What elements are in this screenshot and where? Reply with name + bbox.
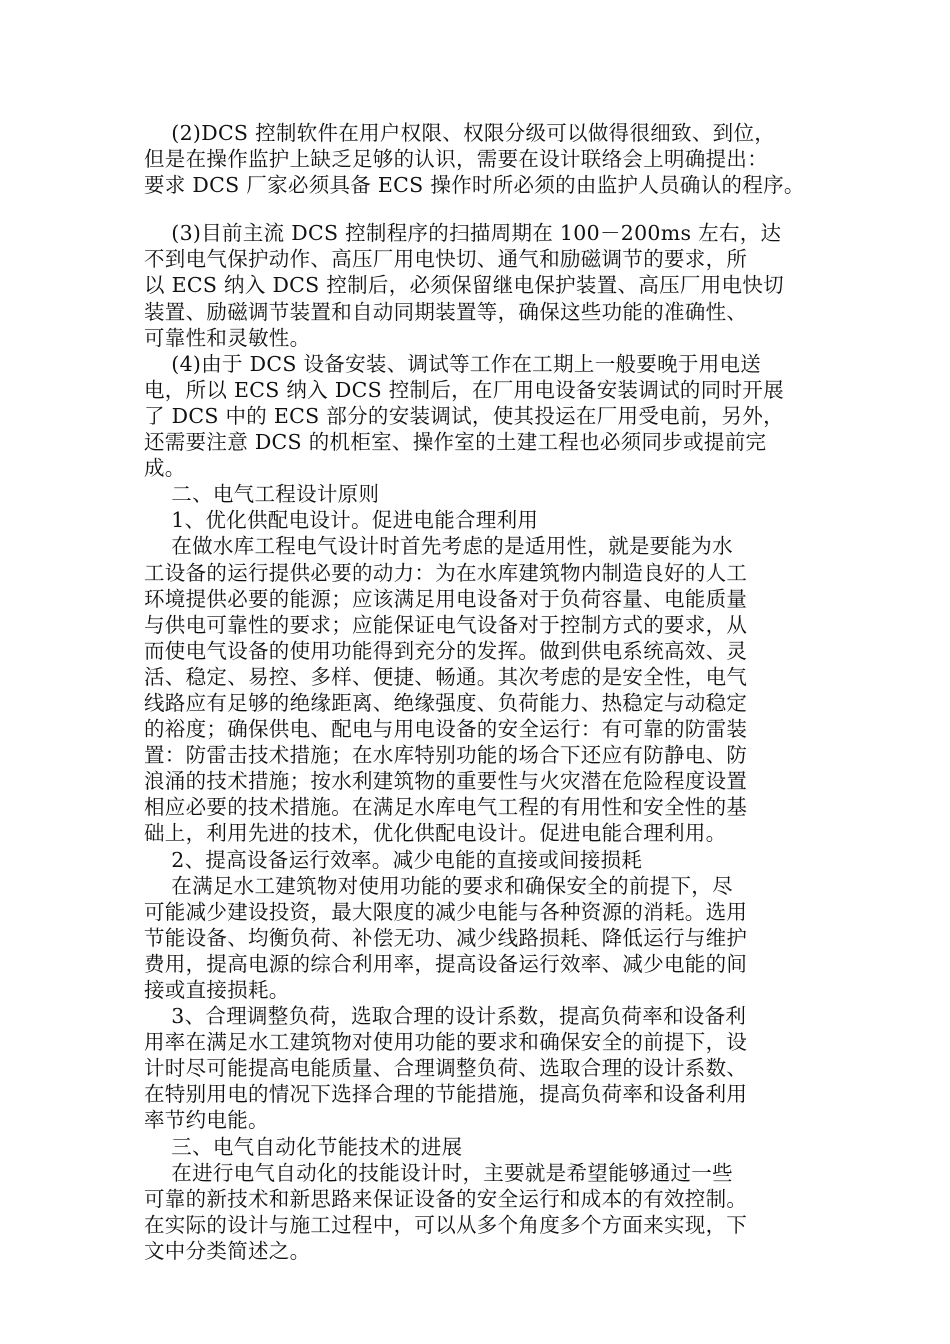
text-line: 节能设备、均衡负荷、补偿无功、减少线路损耗、降低运行与维护 [144, 925, 748, 950]
text-line: 电，所以 ECS 纳入 DCS 控制后，在厂用电设备安装调试的同时开展 [144, 377, 784, 402]
text-line: 成。 [144, 456, 186, 481]
text-line: 可靠的新技术和新思路来保证设备的安全运行和成本的有效控制。 [144, 1186, 748, 1211]
text-line: 率节约电能。 [144, 1108, 269, 1133]
text-line: 计时尽可能提高电能质量、合理调整负荷、选取合理的设计系数、 [144, 1056, 748, 1081]
text-line: 线路应有足够的绝缘距离、绝缘强度、负荷能力、热稳定与动稳定 [144, 690, 748, 715]
text-line: 浪涌的技术措施；按水利建筑物的重要性与火灾潜在危险程度设置 [144, 769, 748, 794]
text-line: 环境提供必要的能源；应该满足用电设备对于负荷容量、电能质量 [144, 586, 748, 611]
paragraph [144, 120, 808, 198]
text-line: 础上，利用先进的技术，优化供配电设计。促进电能合理利用。 [144, 821, 727, 846]
text-line: 三、电气自动化节能技术的进展 [144, 1134, 463, 1159]
text-line: 在进行电气自动化的技能设计时，主要就是希望能够通过一些 [144, 1160, 733, 1185]
text-line: 相应必要的技术措施。在满足水库电气工程的有用性和安全性的基 [144, 795, 748, 820]
section-heading [144, 481, 808, 507]
text-line: 3、合理调整负荷，选取合理的设计系数，提高负荷率和设备利 [144, 1004, 747, 1029]
text-line: 费用，提高电源的综合利用率，提高设备运行效率、减少电能的间 [144, 951, 748, 976]
text-line: 在做水库工程电气设计时首先考虑的是适用性，就是要能为水 [144, 534, 733, 559]
document-body [144, 120, 808, 1264]
paragraph [144, 1003, 808, 1133]
text-line: 在特别用电的情况下选择合理的节能措施，提高负荷率和设备利用 [144, 1082, 748, 1107]
text-line: 2、提高设备运行效率。减少电能的直接或间接损耗 [144, 847, 643, 872]
text-line: (2)DCS 控制软件在用户权限、权限分级可以做得很细致、到位， [144, 121, 776, 145]
text-line: 但是在操作监护上缺乏足够的认识，需要在设计联络会上明确提出： [144, 147, 768, 172]
text-line: 装置、励磁调节装置和自动同期装置等，确保这些功能的准确性、 [144, 299, 748, 324]
text-line: 在实际的设计与施工过程中，可以从多个角度多个方面来实现，下 [144, 1212, 748, 1237]
text-line: 要求 DCS 厂家必须具备 ECS 操作时所必须的由监护人员确认的程序。 [144, 173, 805, 198]
text-line: 不到电气保护动作、高压厂用电快切、通气和励磁调节的要求，所 [144, 247, 748, 272]
text-line: 可靠性和灵敏性。 [144, 325, 311, 350]
text-line: (4)由于 DCS 设备安装、调试等工作在工期上一般要晚于用电送 [144, 351, 762, 376]
paragraph [144, 533, 808, 846]
text-line: 还需要注意 DCS 的机柜室、操作室的土建工程也必须同步或提前完 [144, 430, 767, 455]
text-line: 置：防雷击技术措施；在水库特别功能的场合下还应有防静电、防 [144, 743, 748, 768]
text-line: 与供电可靠性的要求；应能保证电气设备对于控制方式的要求，从 [144, 612, 748, 637]
text-line: (3)目前主流 DCS 控制程序的扫描周期在 100－200ms 左右，达 [144, 221, 782, 246]
text-line: 1、优化供配电设计。促进电能合理利用 [144, 508, 539, 533]
text-line: 活、稳定、易控、多样、便捷、畅通。其次考虑的是安全性，电气 [144, 664, 748, 689]
section-heading [144, 847, 808, 873]
text-line: 了 DCS 中的 ECS 部分的安装调试，使其投运在厂用受电前，另外， [144, 403, 784, 428]
paragraph [144, 220, 808, 350]
paragraph [144, 873, 808, 1003]
text-line: 可能减少建设投资，最大限度的减少电能与各种资源的消耗。选用 [144, 899, 748, 924]
section-heading [144, 507, 808, 533]
paragraph [144, 1160, 808, 1264]
text-line: 的裕度；确保供电、配电与用电设备的安全运行：有可靠的防雷装 [144, 717, 748, 742]
section-heading [144, 1134, 808, 1160]
text-line: 用率在满足水工建筑物对使用功能的要求和确保安全的前提下，设 [144, 1030, 748, 1055]
text-line: 文中分类简述之。 [144, 1238, 311, 1263]
text-line: 工设备的运行提供必要的动力：为在水库建筑物内制造良好的人工 [144, 560, 748, 585]
text-line: 在满足水工建筑物对使用功能的要求和确保安全的前提下，尽 [144, 873, 733, 898]
text-line: 以 ECS 纳入 DCS 控制后，必须保留继电保护装置、高压厂用电快切 [144, 273, 784, 298]
text-line: 二、电气工程设计原则 [144, 482, 380, 507]
paragraph-gap [144, 198, 808, 220]
text-line: 接或直接损耗。 [144, 978, 290, 1002]
paragraph [144, 351, 808, 481]
text-line: 而使电气设备的使用功能得到充分的发挥。做到供电系统高效、灵 [144, 638, 748, 663]
